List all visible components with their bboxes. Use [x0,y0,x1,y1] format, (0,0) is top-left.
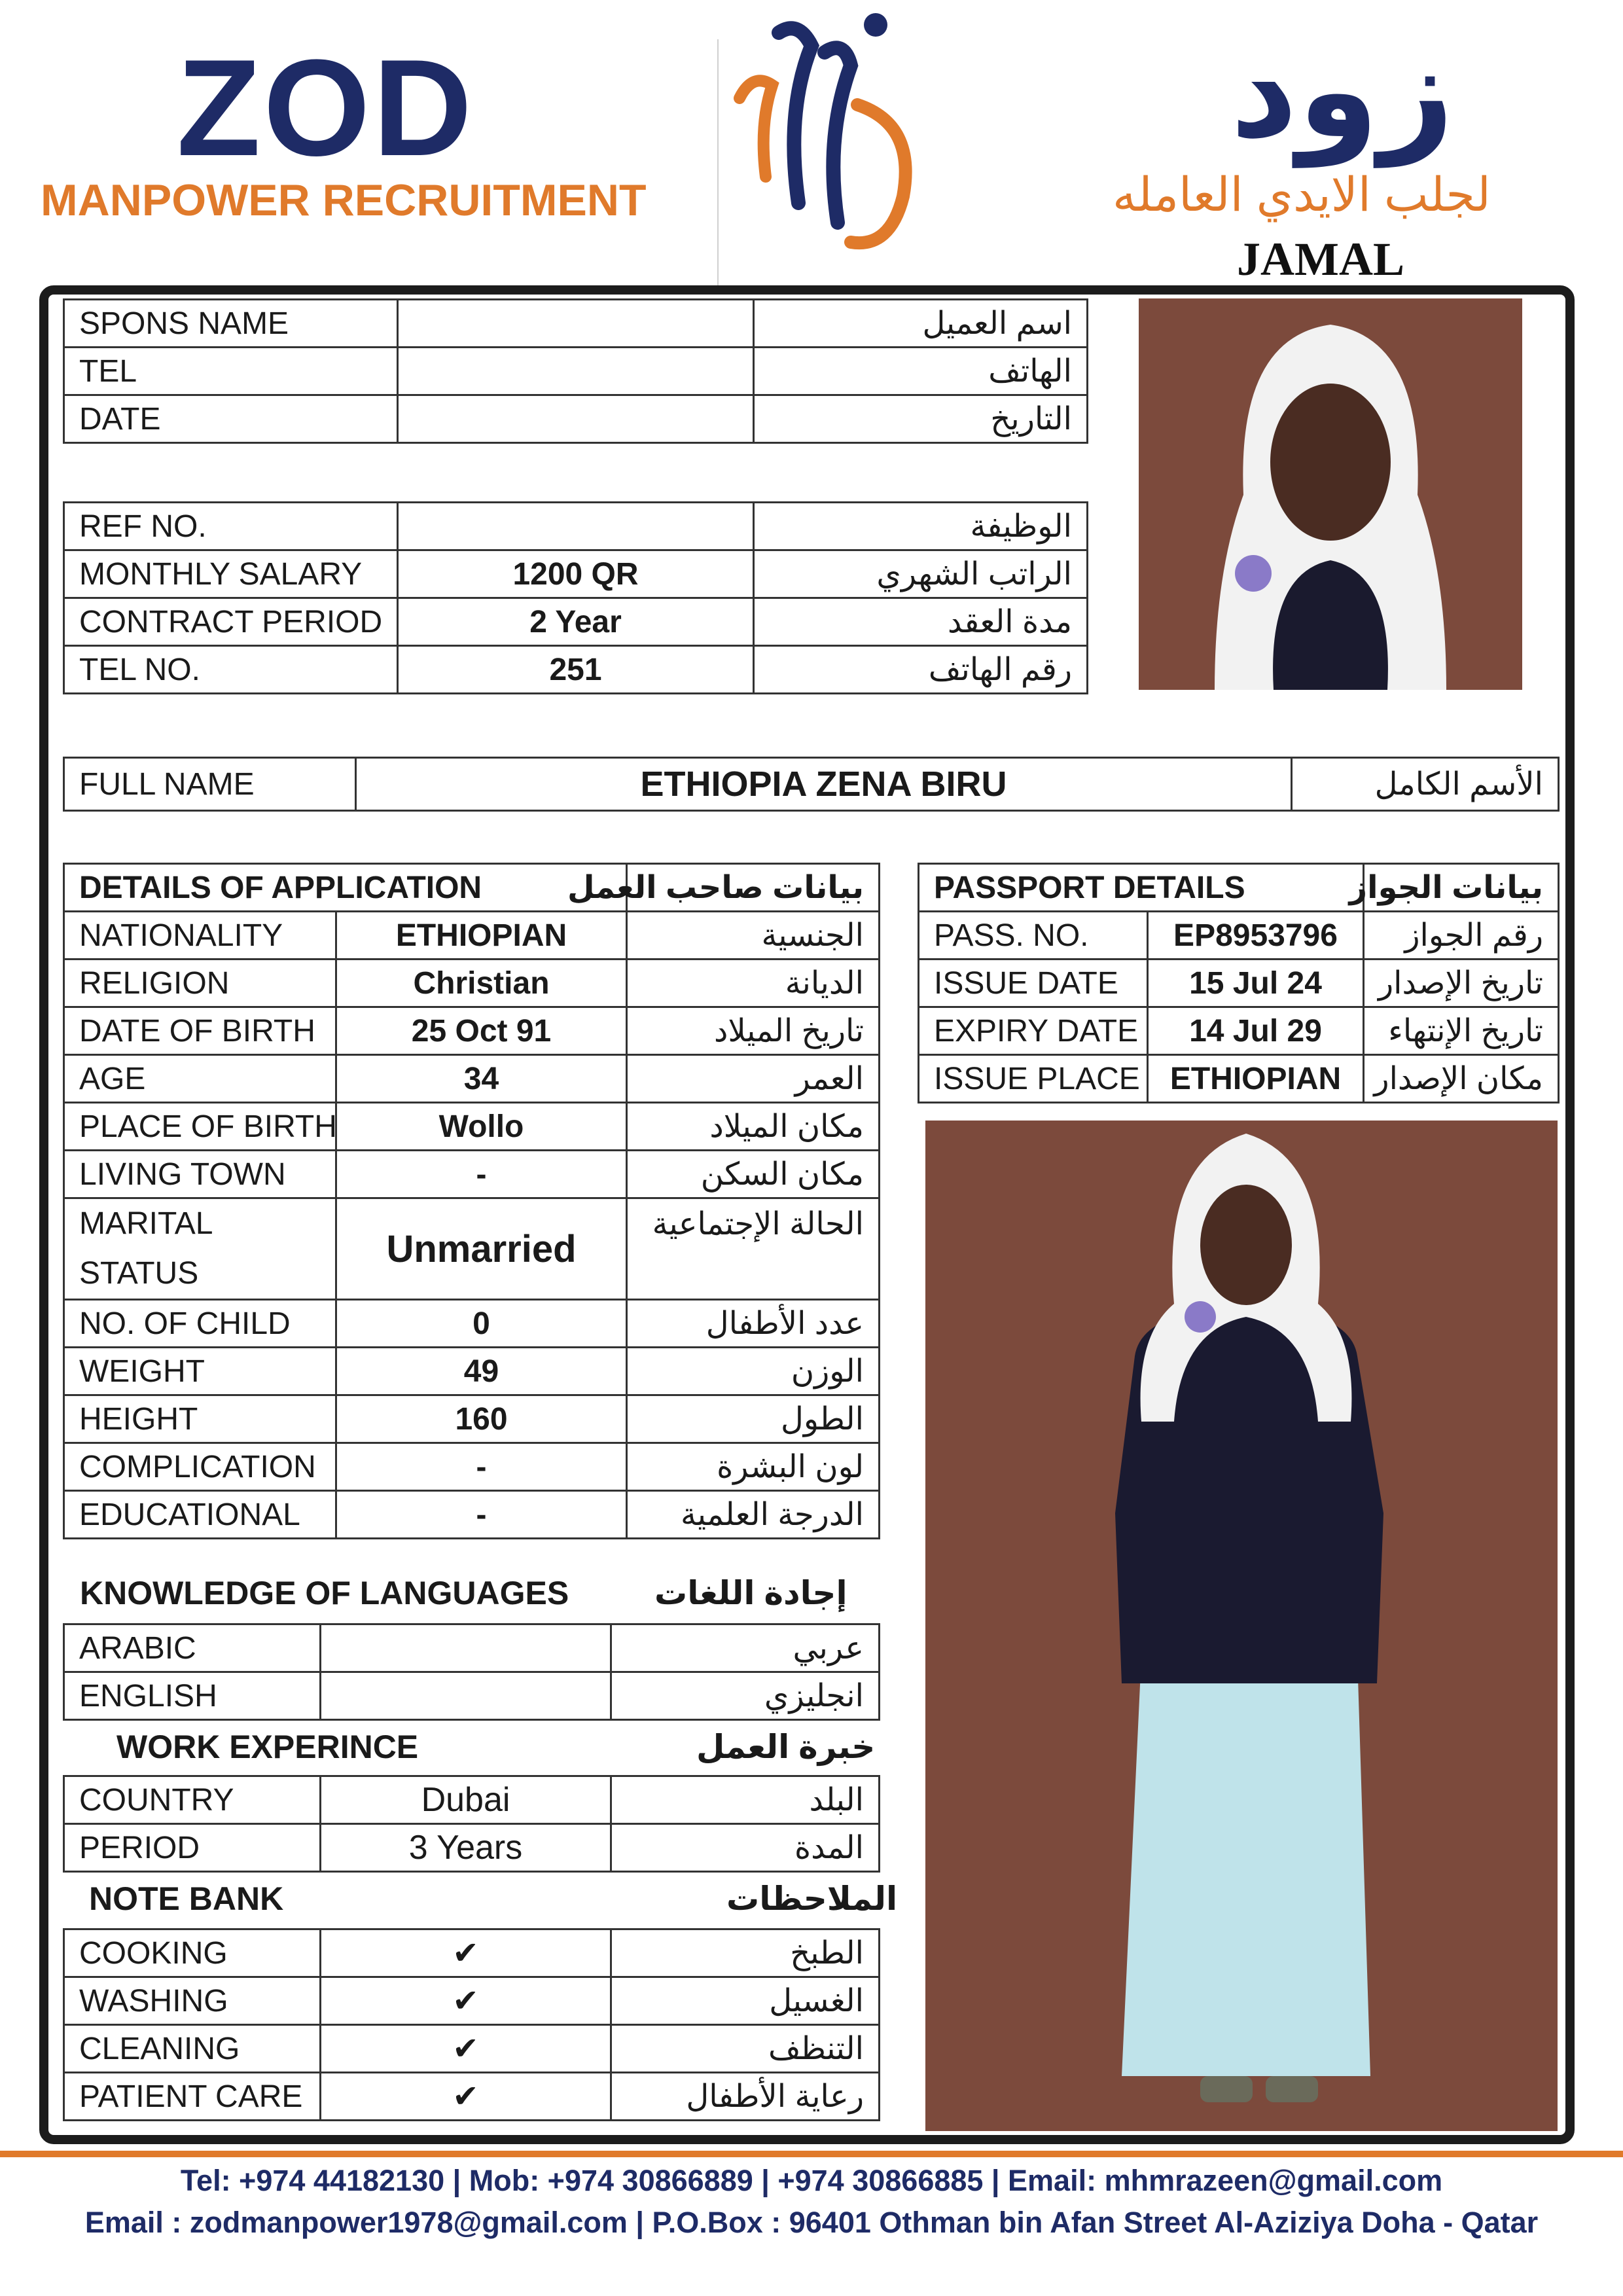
field-label: DATE [64,395,398,443]
field-label-arabic: الأسم الكامل [1292,758,1559,811]
table-row [64,1151,880,1198]
field-value: 14 Jul 29 [1148,1007,1364,1055]
table-row [64,348,1088,395]
field-label-arabic: الجنسية [627,912,880,960]
field-value: 15 Jul 24 [1148,960,1364,1007]
field-label-arabic: تاريخ الإصدار [1364,960,1559,1007]
field-label: CONTRACT PERIOD [64,598,398,646]
field-label: PATIENT CARE [64,2073,321,2121]
table-row [64,1491,880,1539]
field-label: TEL NO. [64,646,398,694]
field-label: AGE [64,1055,336,1103]
field-value: 2 Year [398,598,754,646]
table-row [64,1776,880,1824]
experience-title-arabic: خبرة العمل [696,1729,876,1765]
table-row [64,2073,880,2121]
field-label-arabic: اسم العميل [754,300,1088,348]
field-label: LIVING TOWN [64,1151,336,1198]
contract-table [63,501,1088,694]
field-value: - [336,1491,627,1539]
field-label-arabic: البلد [611,1776,880,1824]
languages-title: KNOWLEDGE OF LANGUAGES [80,1575,569,1611]
field-label-arabic: عدد الأطفال [627,1300,880,1348]
table-row [64,1198,880,1300]
field-label-arabic: الغسيل [611,1977,880,2025]
table-row [64,1395,880,1443]
field-label-arabic: تاريخ الإنتهاء [1364,1007,1559,1055]
table-row [64,1055,880,1103]
field-value [321,1672,611,1720]
table-row [64,912,880,960]
field-label: COUNTRY [64,1776,321,1824]
field-label: PERIOD [64,1824,321,1872]
table-row [919,1007,1559,1055]
brand-subtitle: MANPOWER RECRUITMENT [41,175,647,225]
table-row [64,1624,880,1672]
table-row [919,1055,1559,1103]
field-label-arabic: مكان السكن [627,1151,880,1198]
table-row [64,598,1088,646]
field-label: WASHING [64,1977,321,2025]
field-label-arabic: مكان الإصدار [1364,1055,1559,1103]
notes-table [63,1928,880,2121]
field-label [64,1198,336,1300]
field-label-arabic: رعاية الأطفال [611,2073,880,2121]
field-label: MONTHLY SALARY [64,550,398,598]
field-label-arabic: الهاتف [754,348,1088,395]
table-row [64,1929,880,1977]
field-value: 3 Years [321,1824,611,1872]
table-row [64,1977,880,2025]
field-label-arabic: الراتب الشهري [754,550,1088,598]
field-label-arabic: تاريخ الميلاد [627,1007,880,1055]
section-title-arabic: بيانات الجواز [1364,864,1559,912]
field-label: CLEANING [64,2025,321,2073]
field-value [398,300,754,348]
field-label-arabic: الوزن [627,1348,880,1395]
field-value [398,348,754,395]
footer-divider [0,2151,1623,2157]
field-label: EXPIRY DATE [919,1007,1148,1055]
field-label: TEL [64,348,398,395]
field-label-arabic: العمر [627,1055,880,1103]
field-label-arabic: انجليزي [611,1672,880,1720]
footer-contact-line1: Tel: +974 44182130 | Mob: +974 30866889 | +974 30866885 | Email: mhmrazeen@gmail.com [180,2164,1443,2197]
field-value [398,503,754,550]
table-row [64,550,1088,598]
check-icon: ✔ [321,2073,611,2121]
table-row [64,1443,880,1491]
marital-label-line2: STATUS [79,1256,199,1291]
field-value: 1200 QR [398,550,754,598]
passport-table [918,863,1560,1103]
field-label-arabic: رقم الجواز [1364,912,1559,960]
field-value: 160 [336,1395,627,1443]
field-label: COMPLICATION [64,1443,336,1491]
table-header-row [919,864,1559,912]
brand-logo-arabic: زود [1230,18,1455,164]
field-label-arabic: الطول [627,1395,880,1443]
field-value: 34 [336,1055,627,1103]
field-value: Wollo [336,1103,627,1151]
table-row [64,646,1088,694]
table-row [64,1007,880,1055]
field-value [398,395,754,443]
header-divider [717,39,719,288]
full-body-illustration [925,1121,1558,2131]
full-name-table [63,757,1560,812]
field-label: PLACE OF BIRTH [64,1103,336,1151]
brand-subtitle-arabic: لجلب الايدي العامله [1113,169,1491,221]
table-row [64,1672,880,1720]
table-row [64,1300,880,1348]
field-value: 25 Oct 91 [336,1007,627,1055]
field-label: ARABIC [64,1624,321,1672]
notes-title-arabic: الملاحظات [726,1880,898,1917]
field-label: COOKING [64,1929,321,1977]
section-title: PASSPORT DETAILS [919,864,1364,912]
marital-label-line1: MARITAL [79,1206,213,1241]
field-value: ETHIOPIAN [1148,1055,1364,1103]
section-title: DETAILS OF APPLICATION [64,864,627,912]
field-label: FULL NAME [64,758,356,811]
table-row [64,395,1088,443]
portrait-photo [1139,298,1522,690]
field-value: Dubai [321,1776,611,1824]
table-row [64,758,1559,811]
field-label: ISSUE DATE [919,960,1148,1007]
field-label: NATIONALITY [64,912,336,960]
field-label: ISSUE PLACE [919,1055,1148,1103]
languages-title-arabic: إجادة اللغات [654,1575,847,1611]
field-label: REF NO. [64,503,398,550]
field-label: ENGLISH [64,1672,321,1720]
field-value: 0 [336,1300,627,1348]
agent-name: JAMAL [1237,233,1404,285]
field-label-arabic: الحالة الإجتماعية [627,1198,880,1300]
field-value: EP8953796 [1148,912,1364,960]
field-label-arabic: مكان الميلاد [627,1103,880,1151]
field-label-arabic: الديانة [627,960,880,1007]
field-value: Christian [336,960,627,1007]
field-value [321,1624,611,1672]
field-label: PASS. NO. [919,912,1148,960]
table-header-row [64,864,880,912]
table-row [919,912,1559,960]
check-icon: ✔ [321,1929,611,1977]
field-value: - [336,1443,627,1491]
experience-table [63,1775,880,1873]
full-body-photo [925,1121,1558,2131]
field-label-arabic: رقم الهاتف [754,646,1088,694]
table-row [64,960,880,1007]
field-value: 49 [336,1348,627,1395]
field-value: ETHIOPIAN [336,912,627,960]
application-table [63,863,880,1539]
field-label-arabic: الوظيفة [754,503,1088,550]
field-label-arabic: المدة [611,1824,880,1872]
field-label-arabic: عربي [611,1624,880,1672]
field-label-arabic: مدة العقد [754,598,1088,646]
table-row [64,503,1088,550]
field-label: SPONS NAME [64,300,398,348]
field-label-arabic: لون البشرة [627,1443,880,1491]
field-label-arabic: الدرجة العلمية [627,1491,880,1539]
table-row [64,1824,880,1872]
field-label: DATE OF BIRTH [64,1007,336,1055]
footer-contact-line2: Email : zodmanpower1978@gmail.com | P.O.Box : 96401 Othman bin Afan Street Al-Aziziya Doha - Qatar [84,2206,1539,2239]
languages-table [63,1623,880,1721]
check-icon: ✔ [321,1977,611,2025]
table-row [64,300,1088,348]
table-row [64,1348,880,1395]
field-value: 251 [398,646,754,694]
field-label: RELIGION [64,960,336,1007]
check-icon: ✔ [321,2025,611,2073]
field-value: - [336,1151,627,1198]
field-label-arabic: التاريخ [754,395,1088,443]
experience-title: WORK EXPERINCE [116,1729,419,1765]
brand-mark-icon [726,7,923,262]
field-label: WEIGHT [64,1348,336,1395]
portrait-illustration [1139,298,1522,690]
field-label: EDUCATIONAL [64,1491,336,1539]
field-value: Unmarried [336,1198,627,1300]
full-name-value: ETHIOPIA ZENA BIRU [356,758,1292,811]
table-row [64,1103,880,1151]
table-row [64,2025,880,2073]
table-row [919,960,1559,1007]
section-title-arabic: بيانات صاحب العمل [627,864,880,912]
field-label: HEIGHT [64,1395,336,1443]
field-label: NO. OF CHILD [64,1300,336,1348]
brand-logo-text: ZOD [177,31,475,185]
field-label-arabic: التنظف [611,2025,880,2073]
field-label-arabic: الطبخ [611,1929,880,1977]
notes-title: NOTE BANK [89,1880,284,1917]
sponsor-table [63,298,1088,444]
